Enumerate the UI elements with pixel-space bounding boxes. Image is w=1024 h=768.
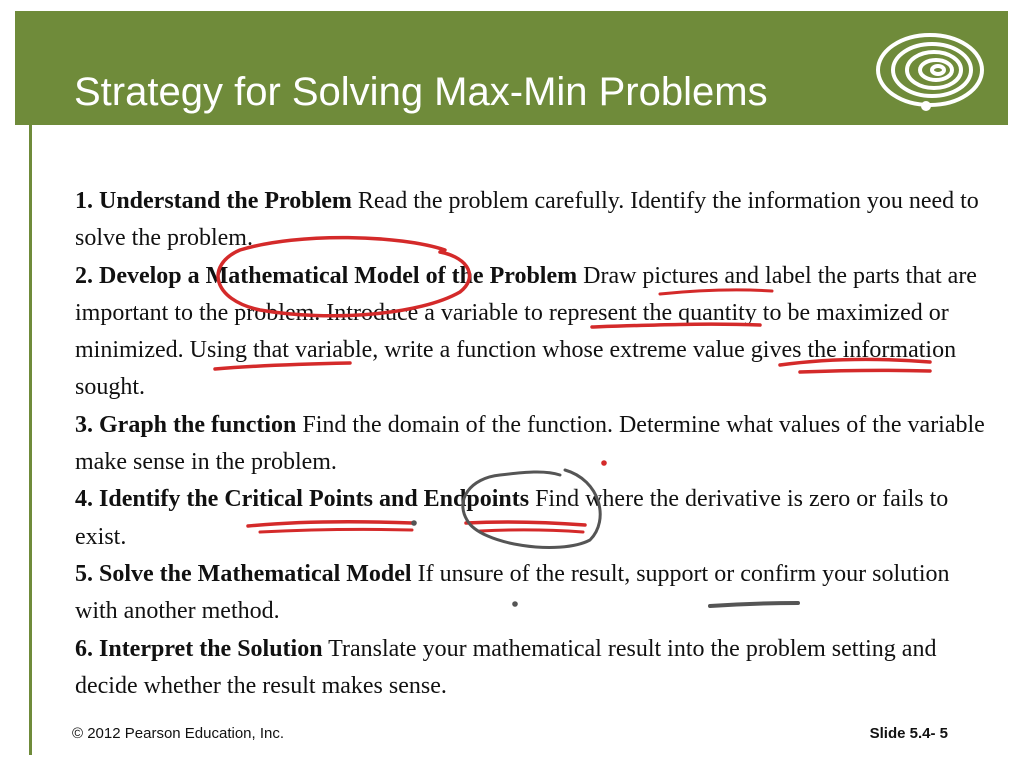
step-2-text: Draw pictures and label the parts that are important to the problem. Introduce a variable to represent the quantity to be maximized or minimized. Using that variable, write a function whose extreme value gives the information sought.	[75, 262, 977, 401]
spiral-logo-icon	[870, 28, 990, 118]
step-2-heading: 2. Develop a Mathematical Model of the Problem	[75, 262, 578, 289]
step-6-text: Translate your mathematical result into the problem setting and decide whether the result makes sense.	[75, 635, 937, 699]
step-5	[75, 556, 985, 631]
step-5-text: If unsure of the result, support or confirm your solution with another method.	[75, 560, 950, 625]
step-4-text: Find where the derivative is zero or fails to exist.	[75, 486, 949, 550]
step-2	[75, 258, 985, 407]
step-1-heading: 1. Understand the Problem	[75, 188, 352, 214]
step-5-heading: 5. Solve the Mathematical Model	[75, 560, 412, 587]
step-6-heading: 6. Interpret the Solution	[75, 635, 323, 662]
step-1	[75, 183, 985, 258]
left-accent-rule	[29, 125, 32, 755]
step-6	[75, 631, 985, 706]
step-3	[75, 407, 985, 482]
steps-list	[75, 183, 985, 705]
step-1-text: Read the problem carefully. Identify the information you need to solve the problem.	[75, 188, 979, 252]
step-4	[75, 481, 985, 556]
slide-number: Slide 5.4- 5	[869, 725, 948, 742]
step-3-text: Find the domain of the function. Determine what values of the variable make sense in the problem.	[75, 411, 985, 476]
slide-title: Strategy for Solving Max-Min Problems	[74, 70, 768, 114]
step-4-heading: 4. Identify the Critical Points and Endpoints	[75, 486, 530, 513]
copyright-notice: © 2012 Pearson Education, Inc.	[72, 725, 285, 742]
step-3-heading: 3. Graph the function	[75, 411, 297, 438]
